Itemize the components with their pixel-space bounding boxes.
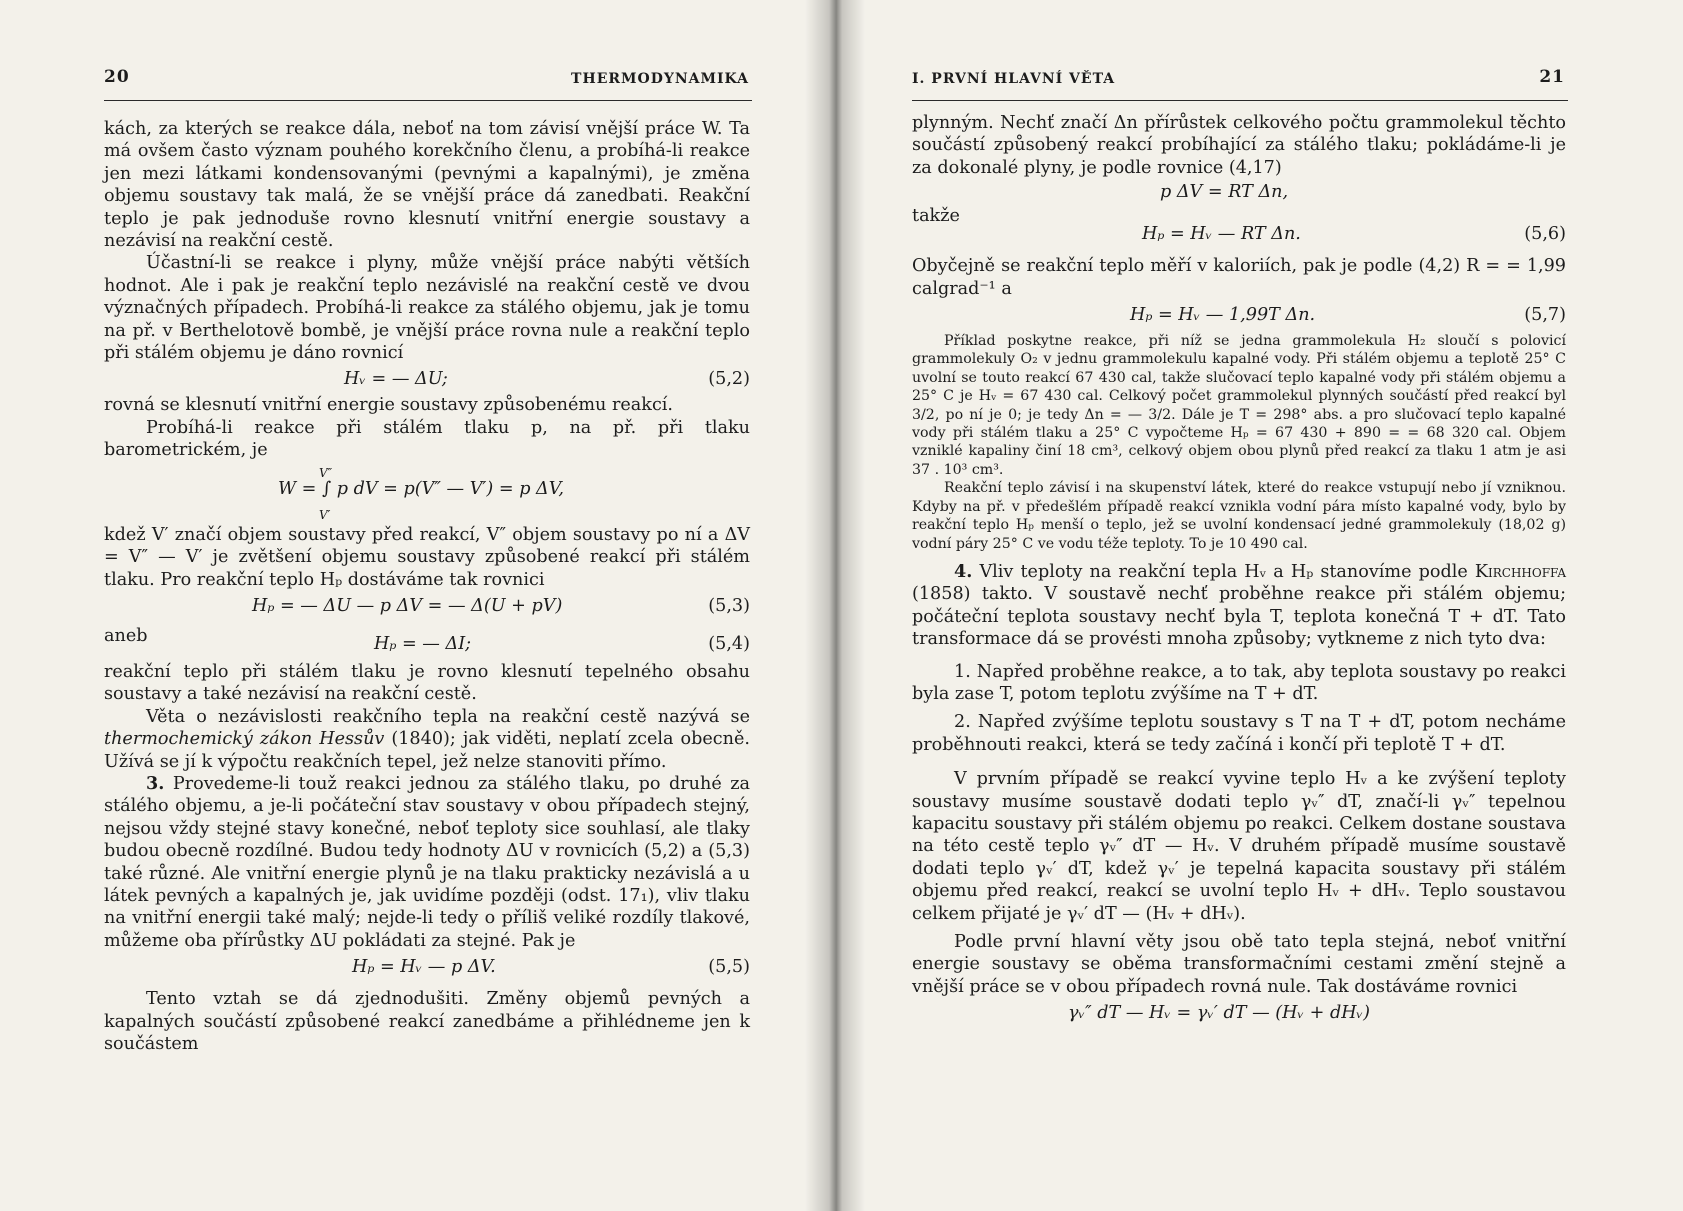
- equation-number: (5,3): [708, 595, 750, 616]
- hess-law-term: thermochemický zákon Hessův: [104, 729, 385, 750]
- section-number: 3.: [146, 772, 165, 794]
- equation-5-7: Hₚ = Hᵥ — 1,99T Δn. (5,7): [1130, 305, 1566, 326]
- header-rule: [912, 100, 1568, 101]
- running-head: THERMODYNAMIKA: [571, 71, 749, 87]
- equation-number: (5,6): [1524, 224, 1566, 245]
- equation-5-6: takže Hₚ = Hᵥ — RT Δn. (5,6): [912, 206, 1566, 245]
- equation-number: (5,5): [708, 957, 750, 978]
- equation-5-3: Hₚ = — ΔU — p ΔV = — Δ(U + pV) (5,3): [252, 595, 750, 616]
- aneb-label: aneb: [104, 625, 148, 646]
- paragraph: 1. Napřed proběhne reakce, a to tak, aby teplota soustavy po reakci byla zase T, potom teplotu zvýšíme na T + dT.: [912, 661, 1566, 704]
- left-body: [104, 118, 750, 1055]
- equation-number: (5,7): [1524, 305, 1566, 326]
- running-head: I. PRVNÍ HLAVNÍ VĚTA: [912, 71, 1116, 87]
- left-header: [104, 67, 749, 92]
- section-number: 4.: [954, 560, 973, 582]
- equation-final: γᵥ″ dT — Hᵥ = γᵥ′ dT — (Hᵥ + dHᵥ): [1068, 1003, 1370, 1024]
- paragraph: 3. Provedeme-li touž reakci jednou za stálého tlaku, po druhé za stálého objemu, a je-li počáteční stav soustavy v obou případech stejný, nejsou vždy stejné stavy konečné, neboť teploty sice souhlasí, ale tlaky budou obecně rozdílné. Budou tedy hodnoty ΔU v rovnicích (5,2) a (5,3) také různé. Ale vnitřní energie plynů je na tlaku prakticky nezávislá a u látek pevných a kapalných je, jak uvidíme později (odst. 17₁), vliv tlaku na vnitřní energii také malý; nejde-li tedy o příliš veliké rozdíly tlakové, můžeme oba přírůstky ΔU pokládati za stejné. Pak je: [104, 772, 750, 951]
- paragraph: Věta o nezávislosti reakčního tepla na reakční cestě nazývá se thermochemický zákon Hessův (1840); jak viděti, neplatí zcela obecně. Užívá se jí k výpočtu reakčních tepel, jež nelze stanoviti přímo.: [104, 706, 750, 772]
- equation-work: V″ W = ∫ p dV = p(V″ — V′) = p ΔV, V′: [104, 462, 750, 524]
- right-body: [912, 112, 1566, 1028]
- equation-5-4: aneb Hₚ = — ΔI; (5,4): [104, 625, 750, 654]
- paragraph: Tento vztah se dá zjednodušiti. Změny objemů pevných a kapalných součástí způsobené reakcí zanedbáme a přihlédneme jen k součástem: [104, 989, 750, 1054]
- example-paragraph: Reakční teplo závisí i na skupenství látek, které do reakce vstupují nebo jí vzniknou. Kdyby na př. v předešlém případě reakcí vznikla vodní pára místo kapalné vody, bylo by reakční teplo Hₚ menší o teplo, jež se uvolní kondensací jedné grammolekuly (18,02 g) vodní páry 25° C ve vodu téže teploty. To je 10 490 cal.: [912, 480, 1566, 552]
- example-paragraph: Příklad poskytne reakce, při níž se jedna grammolekula H₂ sloučí s polovicí grammolekuly O₂ v jednu grammolekulu kapalné vody. Při stálém objemu a teplotě 25° C uvolní se touto reakcí 67 430 cal, takže slučovací teplo kapalné vody při stálém objemu a 25° C je Hᵥ = 67 430 cal. Celkový počet grammolekul plynných součástí před reakcí byl 3/2, po ní je 0; je tedy Δn = — 3/2. Dále je T = 298° abs. a pro slučovací teplo kapalné vody při stálém tlaku a 25° C vypočteme Hₚ = 67 430 + 890 = = 68 320 cal. Objem vzniklé kapaliny činí 18 cm³, celkový objem obou plynů před reakcí za tlaku 1 atm je asi 37 . 10³ cm³.: [912, 333, 1566, 478]
- paragraph: kách, za kterých se reakce dála, neboť na tom závisí vnější práce W. Ta má ovšem často význam pouhého korekčního členu, a probíhá-li reakce jen mezi látkami kondensovanými (pevnými a kapalnými), je změna objemu soustavy tak malá, že se vnější práce dá zanedbati. Reakční teplo je pak jednoduše rovno klesnutí vnitřní energie soustavy a nezávisí na reakční cestě.: [104, 119, 750, 252]
- paragraph: plynným. Nechť značí Δn přírůstek celkového počtu grammolekul těchto součástí způsobený reakcí probíhající za stálého tlaku; pokládáme-li je za dokonalé plyny, je podle rovnice (4,17): [912, 113, 1566, 178]
- equation-5-2: Hᵥ = — ΔU; (5,2): [344, 369, 750, 390]
- paragraph: 4. Vliv teploty na reakční tepla Hᵥ a Hₚ stanovíme podle Kirchhoffa (1858) takto. V soustavě nechť proběhne reakce při stálém objemu; počáteční teplota soustavy nechť byla T, teplota konečná T + dT. Tato transformace dá se provésti mnoha způsoby; vytkneme z nich tyto dva:: [912, 560, 1566, 650]
- paragraph: reakční teplo při stálém tlaku je rovno klesnutí tepelného obsahu soustavy a také nezávisí na reakční cestě.: [104, 661, 750, 705]
- equation-number: (5,2): [708, 369, 750, 390]
- integral-lower-limit: V′: [319, 507, 331, 522]
- takze-label: takže: [912, 206, 960, 227]
- equation-5-5: Hₚ = Hᵥ — p ΔV. (5,5): [352, 957, 750, 978]
- page-number: 20: [104, 67, 130, 87]
- paragraph: kdež V′ značí objem soustavy před reakcí, V″ objem soustavy po ní a ΔV = V″ — V′ je zvětšení objemu soustavy způsobené reakcí při stálém tlaku. Pro reakční teplo Hₚ dostáváme tak rovnici: [104, 524, 750, 590]
- right-page: [850, 0, 1683, 1211]
- integral-upper-limit: V″: [319, 465, 333, 480]
- paragraph: V prvním případě se reakcí vyvine teplo Hᵥ a ke zvýšení teploty soustavy musíme soustavě dodati teplo γᵥ″ dT, značí-li γᵥ″ tepelnou kapacitu soustavy při stálém objemu po reakci. Celkem dostane soustava na této cestě teplo γᵥ″ dT — Hᵥ. V druhém případě musíme soustavě dodati teplo γᵥ′ dT, kdež γᵥ′ je tepelná kapacita soustavy při stálém objemu před reakcí, reakcí se uvolní teplo Hᵥ + dHᵥ. Teplo soustavou celkem přijaté je γᵥ′ dT — (Hᵥ + dHᵥ).: [912, 769, 1566, 924]
- equation-number: (5,4): [708, 633, 750, 654]
- paragraph: Účastní-li se reakce i plyny, může vnější práce nabýti větších hodnot. Ale i pak je reakční teplo nezávislé na reakční cestě ve dvou význačných případech. Probíhá-li reakce za stálého objemu, jak je tomu na př. v Berthelotově bombě, je vnější práce rovna nule a reakční teplo při stálém objemu je dáno rovnicí: [104, 253, 750, 364]
- page-number: 21: [1539, 67, 1565, 87]
- right-header: [912, 67, 1565, 92]
- equation-ideal-gas: p ΔV = RT Δn,: [1160, 182, 1289, 203]
- header-rule: [104, 100, 752, 101]
- paragraph: rovná se klesnutí vnitřní energie soustavy způsobenému reakcí.: [104, 395, 674, 416]
- paragraph: Probíhá-li reakce při stálém tlaku p, na př. při tlaku barometrickém, je: [104, 417, 750, 461]
- paragraph: Podle první hlavní věty jsou obě tato tepla stejná, neboť vnitřní energie soustavy se oběma transformačními cestami změní stejně a vnější práce se v obou případech rovná nule. Tak dostáváme rovnici: [912, 932, 1566, 997]
- author-name: Kirchhoffa: [1474, 561, 1566, 582]
- left-page: [0, 0, 835, 1211]
- paragraph: Obyčejně se reakční teplo měří v kaloriích, pak je podle (4,2) R = = 1,99 calgrad⁻¹ a: [912, 256, 1566, 299]
- paragraph: 2. Napřed zvýšíme teplotu soustavy s T na T + dT, potom necháme proběhnouti reakci, která se tedy začíná i končí při teplotě T + dT.: [912, 712, 1566, 755]
